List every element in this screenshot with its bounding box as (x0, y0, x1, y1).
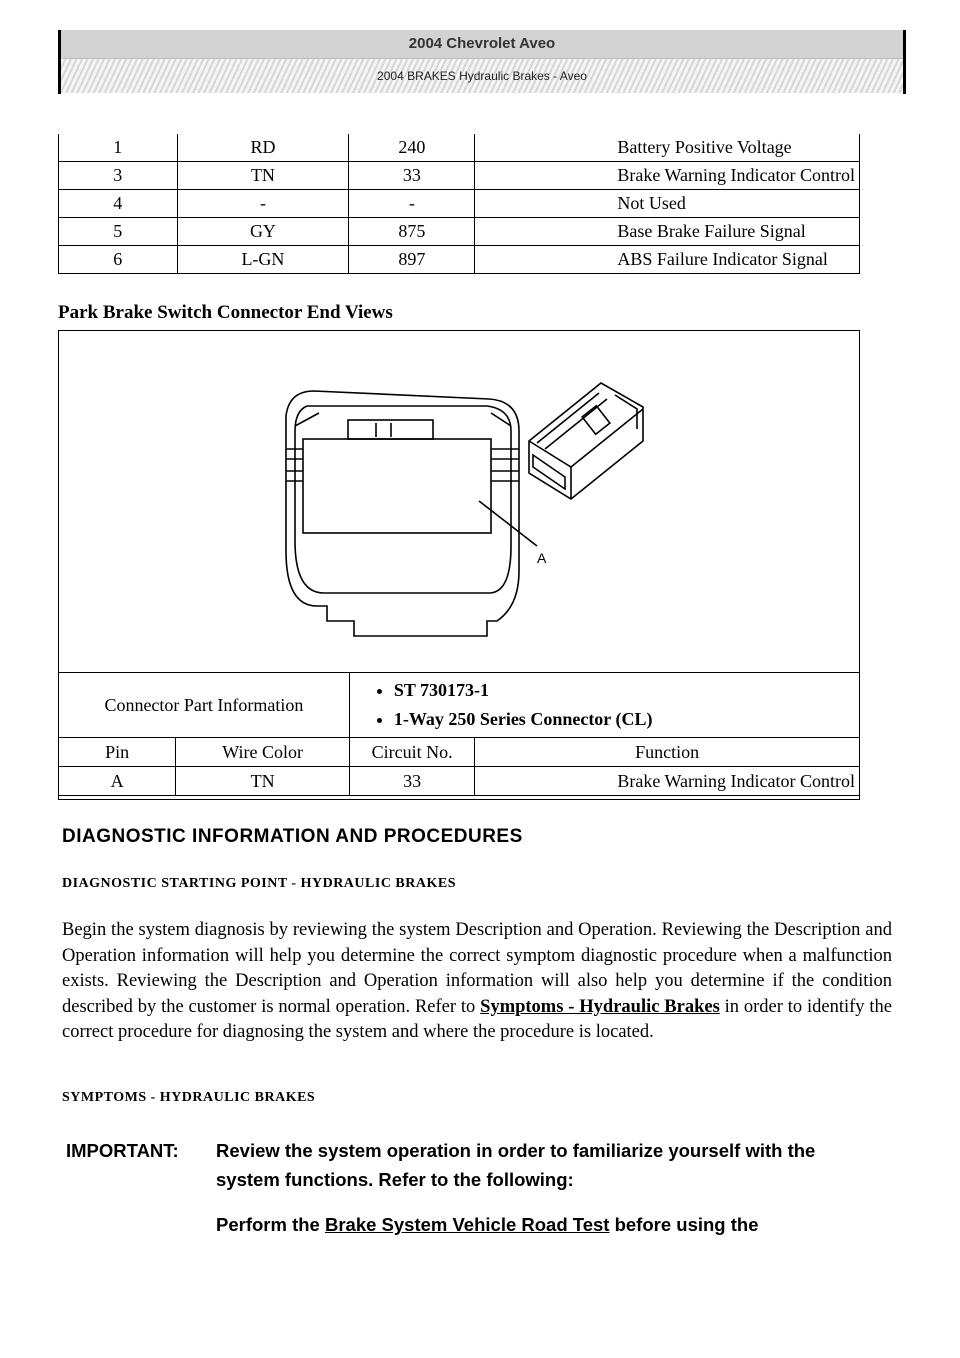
cell-wire: GY (177, 218, 349, 246)
cell-pin: 3 (59, 162, 178, 190)
perform-road-test-text: Perform the Brake System Vehicle Road Test before using the (216, 1214, 759, 1235)
cell-wire: RD (177, 134, 349, 162)
terminal-window (303, 439, 491, 533)
cell-wire: - (177, 190, 349, 218)
cell-circuit: 875 (349, 218, 475, 246)
col-header-circuit: Circuit No. (349, 738, 475, 767)
cell-function: Brake Warning Indicator Control (475, 767, 860, 796)
callout-leader-line (479, 501, 537, 546)
symptoms-hydraulic-brakes-link[interactable]: Symptoms - Hydraulic Brakes (480, 996, 720, 1017)
table-row (59, 767, 860, 796)
header-title: 2004 Chevrolet Aveo (61, 30, 903, 59)
cell-circuit: 240 (349, 134, 475, 162)
cell-wire: TN (176, 767, 349, 796)
cpi-item: • ST 730173-1 (394, 676, 855, 705)
cell-function: Base Brake Failure Signal (475, 218, 860, 246)
cell-function: Battery Positive Voltage (475, 134, 860, 162)
cell-circuit: 897 (349, 246, 475, 274)
cell-circuit: 33 (349, 162, 475, 190)
diagnostic-heading: DIAGNOSTIC INFORMATION AND PROCEDURES (62, 826, 523, 847)
cell-pin: 1 (59, 134, 178, 162)
park-brake-connector-table (58, 672, 860, 796)
connector-housing-outline (286, 391, 519, 636)
page-header (58, 30, 906, 94)
cpi-item: • 1-Way 250 Series Connector (CL) (394, 705, 855, 734)
diagnostic-starting-point-heading: DIAGNOSTIC STARTING POINT - HYDRAULIC BRAKES (62, 876, 456, 891)
connector-pin-table (58, 134, 860, 274)
cell-pin: A (59, 767, 176, 796)
connector-end-view-drawing (59, 331, 859, 671)
cell-pin: 4 (59, 190, 178, 218)
connector-iso-view (529, 383, 643, 499)
cell-wire: L-GN (177, 246, 349, 274)
brake-road-test-link[interactable]: Brake System Vehicle Road Test (324, 1214, 610, 1235)
cell-function: Not Used (475, 190, 860, 218)
cell-pin: 5 (59, 218, 178, 246)
table-row (59, 134, 860, 162)
connector-part-info-list (354, 676, 855, 734)
col-header-pin: Pin (59, 738, 176, 767)
connector-part-info-label: Connector Part Information (59, 673, 350, 738)
table-row (59, 190, 860, 218)
diagnostic-paragraph: Begin the system diagnosis by reviewing the system Description and Operation. Reviewing the Description and Operation information will help you determine the correct symptom diagnostic procedure when a malfunction exists. Reviewing the Description and Operation information will also help you determine if the condition described by the customer is normal operation. Refer to Symptoms - Hydraulic Brakes in order to identify the correct procedure for diagnosing the system and where the procedure is located. (62, 920, 892, 1043)
table-row (59, 162, 860, 190)
cell-circuit: 33 (349, 767, 475, 796)
col-header-function: Function (475, 738, 860, 767)
symptoms-heading: SYMPTOMS - HYDRAULIC BRAKES (62, 1090, 316, 1105)
park-brake-section-title: Park Brake Switch Connector End Views (58, 302, 393, 323)
important-label: IMPORTANT: (66, 1140, 179, 1161)
callout-label-a: A (537, 550, 547, 566)
header-subtitle: 2004 BRAKES Hydraulic Brakes - Aveo (61, 59, 903, 93)
table-row (59, 218, 860, 246)
cell-wire: TN (177, 162, 349, 190)
table-row (59, 246, 860, 274)
important-text: Review the system operation in order to familiarize yourself with the system functions. Refer to the following: (216, 1140, 816, 1190)
col-header-wire-color: Wire Color (176, 738, 349, 767)
table-header-row (59, 738, 860, 767)
connector-housing-inner (295, 406, 511, 593)
cell-function: Brake Warning Indicator Control (475, 162, 860, 190)
cell-function: ABS Failure Indicator Signal (475, 246, 860, 274)
cell-circuit: - (349, 190, 475, 218)
cell-pin: 6 (59, 246, 178, 274)
